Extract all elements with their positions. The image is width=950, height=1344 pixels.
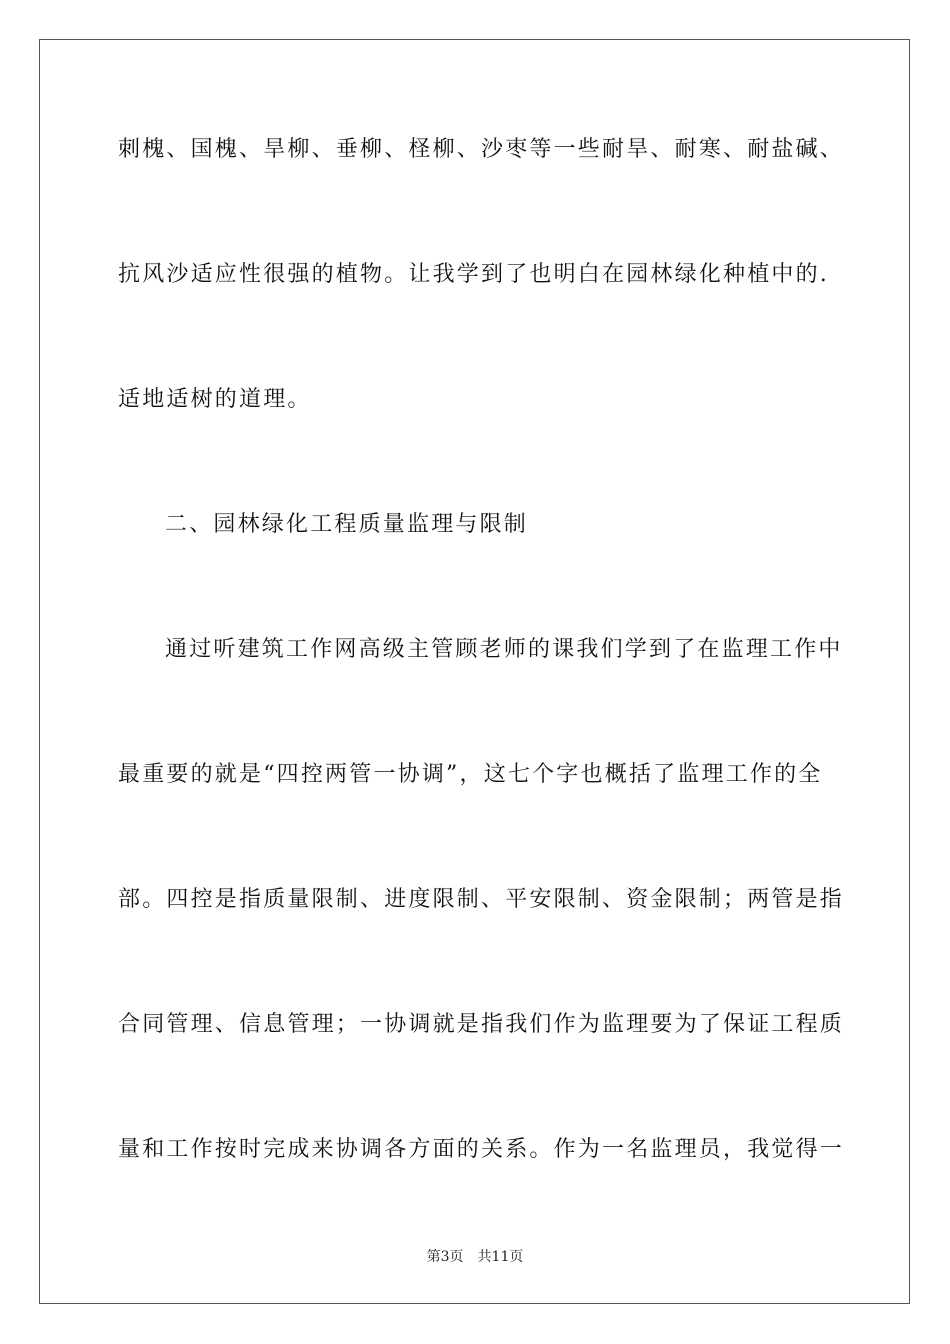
page-border	[39, 39, 910, 1304]
section-heading: 二、园林绿化工程质量监理与限制	[165, 512, 529, 537]
page-total: 共11页	[477, 1249, 524, 1265]
body-line-3: 适地适树的道理。	[118, 387, 312, 412]
body-line-7: 部。四控是指质量限制、进度限制、平安限制、资金限制；两管是指	[118, 887, 845, 912]
body-line-6: 最重要的就是“四控两管一协调”，这七个字也概括了监理工作的全	[118, 762, 823, 787]
body-line-2: 抗风沙适应性很强的植物。让我学到了也明白在园林绿化种植中的.	[118, 262, 829, 287]
body-line-9: 量和工作按时完成来协调各方面的关系。作为一名监理员，我觉得一	[118, 1137, 845, 1162]
body-line-5: 通过听建筑工作网高级主管顾老师的课我们学到了在监理工作中	[165, 637, 843, 662]
body-line-1: 刺槐、国槐、旱柳、垂柳、柽柳、沙枣等一些耐旱、耐寒、耐盐碱、	[118, 137, 845, 162]
page-footer	[0, 1248, 950, 1266]
page-number: 第3页	[426, 1249, 464, 1265]
body-line-8: 合同管理、信息管理；一协调就是指我们作为监理要为了保证工程质	[118, 1012, 845, 1037]
